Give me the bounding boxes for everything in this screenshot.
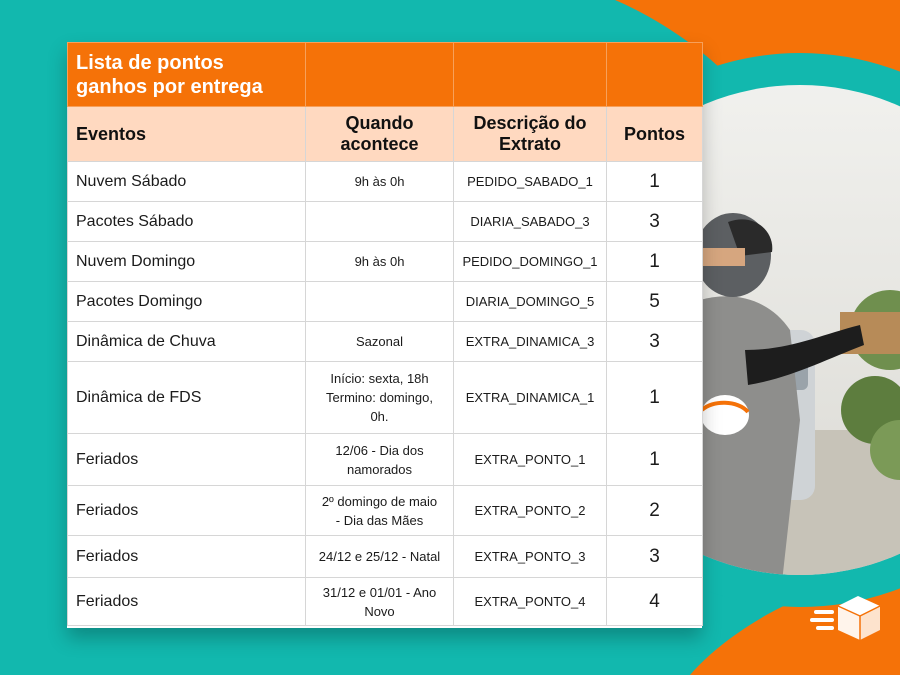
when-line: Termino: domingo, <box>326 390 433 405</box>
description-cell: EXTRA_PONTO_1 <box>454 434 607 486</box>
points-cell: 3 <box>607 322 703 362</box>
table-title-line: ganhos por entrega <box>76 75 263 98</box>
points-cell: 4 <box>607 578 703 626</box>
when-line: 31/12 e 01/01 - Ano <box>322 584 437 600</box>
event-cell: Dinâmica de FDS <box>68 362 306 434</box>
points-cell: 5 <box>607 282 703 322</box>
description-cell: EXTRA_PONTO_4 <box>454 578 607 626</box>
event-cell: Nuvem Sábado <box>68 162 306 202</box>
title-row <box>68 43 703 107</box>
event-cell: Feriados <box>68 434 306 486</box>
points-table <box>67 42 703 626</box>
table-row <box>68 578 703 626</box>
table-row <box>68 202 703 242</box>
description-cell: PEDIDO_SABADO_1 <box>454 162 607 202</box>
points-cell: 1 <box>607 434 703 486</box>
title-empty-cell <box>454 43 607 107</box>
description-cell: EXTRA_PONTO_3 <box>454 536 607 578</box>
when-line: 12/06 - Dia dos <box>335 442 424 458</box>
event-cell: Feriados <box>68 486 306 536</box>
table-row <box>68 322 703 362</box>
event-cell: Feriados <box>68 536 306 578</box>
points-cell: 3 <box>607 202 703 242</box>
when-line: 24/12 e 25/12 - Natal <box>318 549 441 564</box>
event-cell: Nuvem Domingo <box>68 242 306 282</box>
points-cell: 1 <box>607 362 703 434</box>
table-title-line: Lista de pontos <box>76 51 224 74</box>
when-line: 0h. <box>370 409 389 424</box>
points-cell: 1 <box>607 162 703 202</box>
points-table-card <box>67 42 702 628</box>
description-cell: EXTRA_PONTO_2 <box>454 486 607 536</box>
header-description-line: Descrição do <box>473 113 587 133</box>
event-cell: Dinâmica de Chuva <box>68 322 306 362</box>
description-cell: DIARIA_DOMINGO_5 <box>454 282 607 322</box>
when-line: 9h às 0h <box>354 254 405 269</box>
table-title <box>68 43 306 107</box>
when-cell <box>306 486 454 536</box>
when-line: 2º domingo de maio <box>321 493 438 509</box>
header-when <box>306 107 454 162</box>
description-cell: PEDIDO_DOMINGO_1 <box>454 242 607 282</box>
header-description <box>454 107 607 162</box>
table-row <box>68 162 703 202</box>
table-row <box>68 536 703 578</box>
when-line: Início: sexta, 18h <box>330 371 429 386</box>
when-cell <box>306 162 454 202</box>
when-cell <box>306 578 454 626</box>
description-cell: DIARIA_SABADO_3 <box>454 202 607 242</box>
description-cell: EXTRA_DINAMICA_3 <box>454 322 607 362</box>
title-empty-cell <box>306 43 454 107</box>
title-empty-cell <box>607 43 703 107</box>
when-cell <box>306 282 454 322</box>
table-row <box>68 362 703 434</box>
header-events: Eventos <box>68 107 306 162</box>
table-row <box>68 242 703 282</box>
header-when-line: Quando <box>345 113 414 133</box>
points-cell: 2 <box>607 486 703 536</box>
when-cell <box>306 202 454 242</box>
event-cell: Feriados <box>68 578 306 626</box>
when-line: namorados <box>346 461 413 477</box>
table-row <box>68 282 703 322</box>
when-line: - Dia das Mães <box>335 512 424 528</box>
description-cell: EXTRA_DINAMICA_1 <box>454 362 607 434</box>
when-cell <box>306 362 454 434</box>
points-cell: 3 <box>607 536 703 578</box>
header-when-line: acontece <box>340 134 419 154</box>
event-cell: Pacotes Domingo <box>68 282 306 322</box>
when-cell <box>306 242 454 282</box>
event-cell: Pacotes Sábado <box>68 202 306 242</box>
fast-delivery-box-icon <box>808 592 884 642</box>
when-cell <box>306 434 454 486</box>
table-row <box>68 486 703 536</box>
header-points: Pontos <box>607 107 703 162</box>
when-cell <box>306 536 454 578</box>
when-line: 9h às 0h <box>354 174 405 189</box>
when-line: Sazonal <box>356 334 403 349</box>
header-description-line: Extrato <box>498 134 561 154</box>
when-line: Novo <box>364 603 395 619</box>
when-cell <box>306 322 454 362</box>
table-row <box>68 434 703 486</box>
header-row <box>68 107 703 162</box>
points-cell: 1 <box>607 242 703 282</box>
